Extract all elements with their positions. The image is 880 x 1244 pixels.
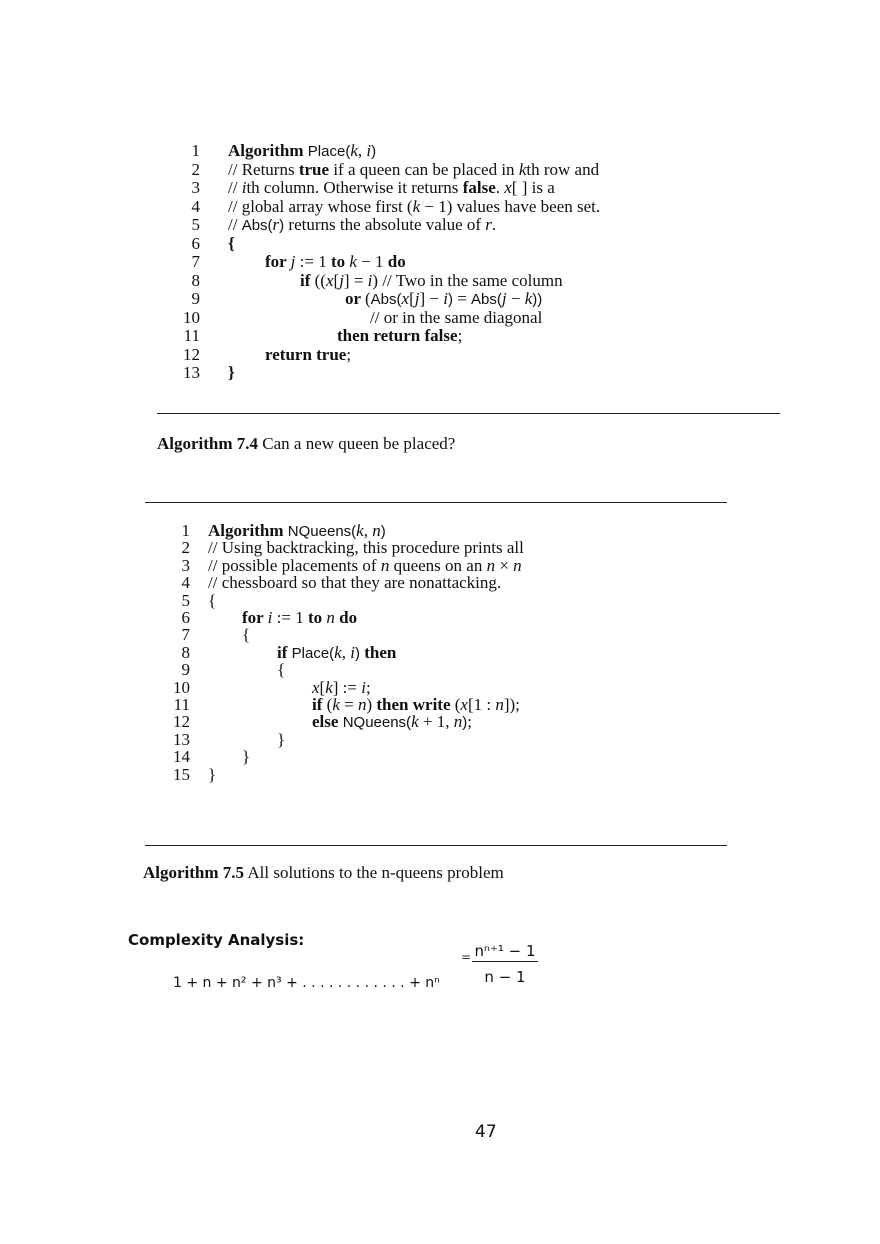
code-token: i bbox=[443, 289, 448, 308]
code-line bbox=[312, 696, 520, 714]
line-number: 13 bbox=[173, 729, 190, 749]
code-token: x bbox=[325, 270, 334, 290]
code-token: k bbox=[334, 642, 342, 662]
code-line bbox=[277, 731, 285, 749]
code-token: { bbox=[277, 660, 286, 680]
caption-text: All solutions to the n-queens problem bbox=[244, 863, 504, 882]
code-token: // global array whose first ( bbox=[228, 196, 413, 216]
code-token: j bbox=[501, 289, 507, 308]
code-token: i bbox=[361, 677, 366, 697]
code-token: ( bbox=[326, 695, 333, 714]
line-number: 7 bbox=[181, 625, 190, 645]
code-token: Algorithm bbox=[208, 521, 288, 540]
code-token: // possible placements of bbox=[208, 555, 381, 575]
line-number: 13 bbox=[183, 363, 200, 382]
code-token: ) bbox=[354, 644, 360, 662]
code-token: Abs( bbox=[471, 291, 502, 308]
code-token: := 1 bbox=[295, 252, 331, 271]
code-token: then write bbox=[376, 695, 455, 714]
code-token: { bbox=[228, 233, 235, 253]
code-token: [1 : bbox=[467, 695, 496, 714]
code-token: n bbox=[380, 555, 390, 575]
code-token: do bbox=[387, 252, 406, 271]
code-token: } bbox=[228, 363, 235, 382]
code-token: k bbox=[350, 141, 358, 160]
code-token: ) bbox=[447, 291, 453, 308]
line-number: 12 bbox=[173, 712, 190, 732]
code-token: true bbox=[298, 159, 330, 179]
code-token: false bbox=[462, 178, 496, 197]
code-token: ; bbox=[467, 712, 472, 732]
code-token: th column. Otherwise it returns bbox=[246, 178, 463, 197]
code-token: // chessboard so that they are nonattacking. bbox=[208, 573, 502, 593]
code-token: then return false bbox=[337, 326, 458, 345]
caption-text: Can a new queen be placed? bbox=[258, 434, 456, 453]
code-token: [ bbox=[409, 289, 415, 308]
code-token: k bbox=[518, 159, 527, 179]
code-token: )) bbox=[532, 291, 543, 308]
complexity-series: 1 + n + n² + n³ + . . . . . . . . . . . . + nⁿ bbox=[173, 975, 440, 991]
code-token: } bbox=[277, 729, 286, 749]
code-token: if bbox=[300, 270, 315, 290]
code-token: for bbox=[242, 608, 268, 627]
line-number: 11 bbox=[173, 695, 190, 714]
code-token: { bbox=[208, 590, 217, 610]
code-line bbox=[312, 713, 472, 732]
code-token: j bbox=[414, 289, 420, 308]
code-token: // Using backtracking, this procedure prints all bbox=[208, 538, 524, 558]
code-token: // bbox=[228, 215, 242, 234]
code-token: + 1, bbox=[418, 712, 454, 732]
code-line bbox=[228, 364, 235, 382]
code-token: ( bbox=[365, 289, 371, 308]
code-token: − bbox=[506, 289, 525, 308]
fraction-numerator: nⁿ⁺¹ − 1 bbox=[472, 942, 538, 962]
code-line bbox=[265, 346, 351, 364]
line-number: 6 bbox=[181, 608, 190, 627]
code-token: Algorithm bbox=[228, 141, 308, 160]
code-line bbox=[242, 626, 250, 644]
code-token: k bbox=[412, 196, 421, 216]
code-token: , bbox=[341, 642, 351, 662]
code-token: = bbox=[339, 695, 358, 714]
code-token: to bbox=[307, 608, 327, 627]
line-number: 9 bbox=[181, 660, 190, 680]
code-line bbox=[312, 679, 371, 697]
complexity-heading: Complexity Analysis: bbox=[128, 931, 305, 949]
code-token: k bbox=[411, 712, 419, 732]
code-line bbox=[345, 290, 542, 309]
code-token: [ bbox=[319, 677, 326, 697]
code-token: n bbox=[326, 608, 335, 627]
code-token: NQueens( bbox=[342, 714, 412, 732]
code-token: or bbox=[345, 289, 365, 308]
caption-algorithm-7-4 bbox=[157, 434, 455, 454]
code-token: j bbox=[290, 252, 296, 271]
code-token: − 1) values have been set. bbox=[420, 196, 601, 216]
line-number: 3 bbox=[181, 555, 190, 575]
code-token: } bbox=[208, 764, 217, 784]
code-token: if bbox=[312, 695, 327, 714]
code-token: − 1 bbox=[356, 252, 388, 271]
code-token: { bbox=[242, 625, 251, 645]
caption-algorithm-7-5 bbox=[143, 863, 504, 883]
divider bbox=[157, 413, 780, 414]
code-token: ] − bbox=[419, 289, 444, 308]
code-token: j bbox=[339, 270, 344, 290]
line-number: 1 bbox=[181, 521, 190, 540]
code-line bbox=[337, 327, 462, 345]
code-token: i bbox=[350, 642, 355, 662]
code-line bbox=[277, 644, 396, 663]
line-number: 5 bbox=[191, 215, 200, 234]
line-number: 8 bbox=[191, 270, 200, 290]
code-token: k bbox=[356, 521, 364, 540]
code-token: (( bbox=[314, 270, 326, 290]
code-token: ) // Two in the same column bbox=[372, 270, 563, 290]
code-token: for bbox=[265, 252, 291, 271]
code-line bbox=[208, 574, 501, 592]
code-token: // Returns bbox=[228, 159, 299, 179]
code-line bbox=[242, 748, 250, 766]
code-token: . bbox=[495, 178, 505, 197]
code-token: k bbox=[332, 695, 340, 714]
code-token: ) bbox=[279, 217, 285, 234]
code-token: n bbox=[453, 712, 463, 732]
line-number: 4 bbox=[191, 196, 200, 216]
code-token: n bbox=[495, 695, 504, 714]
code-token: ( bbox=[454, 695, 461, 714]
code-token: = bbox=[452, 289, 472, 308]
line-number: 12 bbox=[183, 344, 200, 364]
line-number: 10 bbox=[173, 677, 190, 697]
line-number: 14 bbox=[173, 747, 190, 767]
code-token: x bbox=[312, 677, 320, 697]
code-token: ) bbox=[462, 714, 468, 732]
code-token: } bbox=[242, 747, 251, 767]
code-token: ] := bbox=[332, 677, 362, 697]
code-line bbox=[228, 235, 235, 253]
code-line bbox=[208, 557, 522, 575]
code-token: ; bbox=[346, 344, 352, 364]
code-line bbox=[242, 609, 357, 627]
code-line bbox=[277, 661, 285, 679]
divider bbox=[145, 502, 727, 503]
code-token: i bbox=[241, 178, 247, 197]
code-line bbox=[228, 161, 599, 179]
code-token: ) bbox=[371, 143, 377, 160]
code-token: [ bbox=[333, 270, 340, 290]
code-token: k bbox=[325, 677, 333, 697]
line-number: 10 bbox=[183, 307, 200, 327]
line-number: 1 bbox=[191, 141, 200, 160]
code-token: queens on an bbox=[389, 555, 487, 575]
code-token: if a queen can be placed in bbox=[329, 159, 519, 179]
line-number: 5 bbox=[181, 590, 190, 610]
code-token: Place( bbox=[291, 644, 335, 662]
code-token: ; bbox=[457, 326, 463, 345]
code-token: // bbox=[228, 178, 242, 197]
line-number: 2 bbox=[191, 159, 200, 179]
code-token: ]); bbox=[503, 695, 520, 714]
code-token: n bbox=[372, 521, 381, 540]
divider bbox=[145, 845, 727, 846]
code-token: else bbox=[312, 712, 343, 732]
code-token: k bbox=[524, 289, 533, 308]
line-number: 15 bbox=[173, 764, 190, 784]
code-token: Place( bbox=[307, 143, 351, 160]
fraction-denominator: n − 1 bbox=[484, 968, 526, 986]
code-token: i bbox=[267, 608, 273, 627]
code-token: i bbox=[367, 270, 373, 290]
code-token: if bbox=[277, 642, 292, 662]
code-token: return true bbox=[265, 344, 347, 364]
code-token: do bbox=[334, 608, 358, 627]
line-number: 9 bbox=[191, 289, 200, 308]
caption-label: Algorithm 7.4 bbox=[157, 434, 259, 453]
code-token: then bbox=[359, 642, 397, 662]
code-token: Abs( bbox=[241, 217, 273, 234]
code-token: // or in the same diagonal bbox=[370, 307, 543, 327]
code-token: to bbox=[330, 252, 350, 271]
caption-label: Algorithm 7.5 bbox=[143, 863, 245, 882]
code-token: ) bbox=[380, 523, 386, 540]
line-number: 7 bbox=[191, 252, 200, 271]
code-token: := 1 bbox=[272, 608, 308, 627]
code-token: , bbox=[357, 141, 367, 160]
code-token: , bbox=[363, 521, 373, 540]
code-token: ] = bbox=[343, 270, 368, 290]
page-number: 47 bbox=[475, 1122, 497, 1142]
line-number: 11 bbox=[183, 326, 200, 345]
code-token: i bbox=[366, 141, 372, 160]
code-line bbox=[208, 592, 216, 610]
code-token: . bbox=[491, 215, 497, 234]
code-line bbox=[228, 216, 496, 235]
code-token: ; bbox=[365, 677, 371, 697]
code-token: [ ] is a bbox=[511, 178, 555, 197]
code-line bbox=[300, 272, 563, 290]
line-number: 8 bbox=[181, 642, 190, 662]
code-line bbox=[208, 766, 216, 784]
code-line bbox=[208, 539, 524, 557]
line-number: 6 bbox=[191, 233, 200, 253]
code-token: ) bbox=[366, 695, 377, 714]
equals-sign: = bbox=[461, 950, 472, 964]
line-number: 2 bbox=[181, 538, 190, 558]
code-token: n bbox=[357, 695, 367, 714]
code-token: x bbox=[460, 695, 468, 714]
code-token: x bbox=[504, 178, 512, 197]
code-token: n bbox=[486, 555, 496, 575]
code-token: n bbox=[513, 555, 522, 575]
code-line bbox=[370, 309, 542, 327]
code-line bbox=[265, 253, 406, 271]
code-token: r bbox=[272, 215, 280, 234]
code-line bbox=[228, 179, 555, 197]
code-token: th row and bbox=[526, 159, 600, 179]
line-number: 4 bbox=[181, 573, 190, 593]
code-token: returns the absolute value of bbox=[284, 215, 486, 234]
code-token: x bbox=[401, 289, 410, 308]
code-token: × bbox=[495, 555, 514, 575]
code-token: k bbox=[349, 252, 357, 271]
code-token: r bbox=[485, 215, 492, 234]
code-token: NQueens( bbox=[287, 523, 357, 540]
code-token: Abs( bbox=[370, 291, 402, 308]
code-line bbox=[228, 142, 376, 161]
code-line bbox=[228, 198, 600, 216]
line-number: 3 bbox=[191, 178, 200, 197]
